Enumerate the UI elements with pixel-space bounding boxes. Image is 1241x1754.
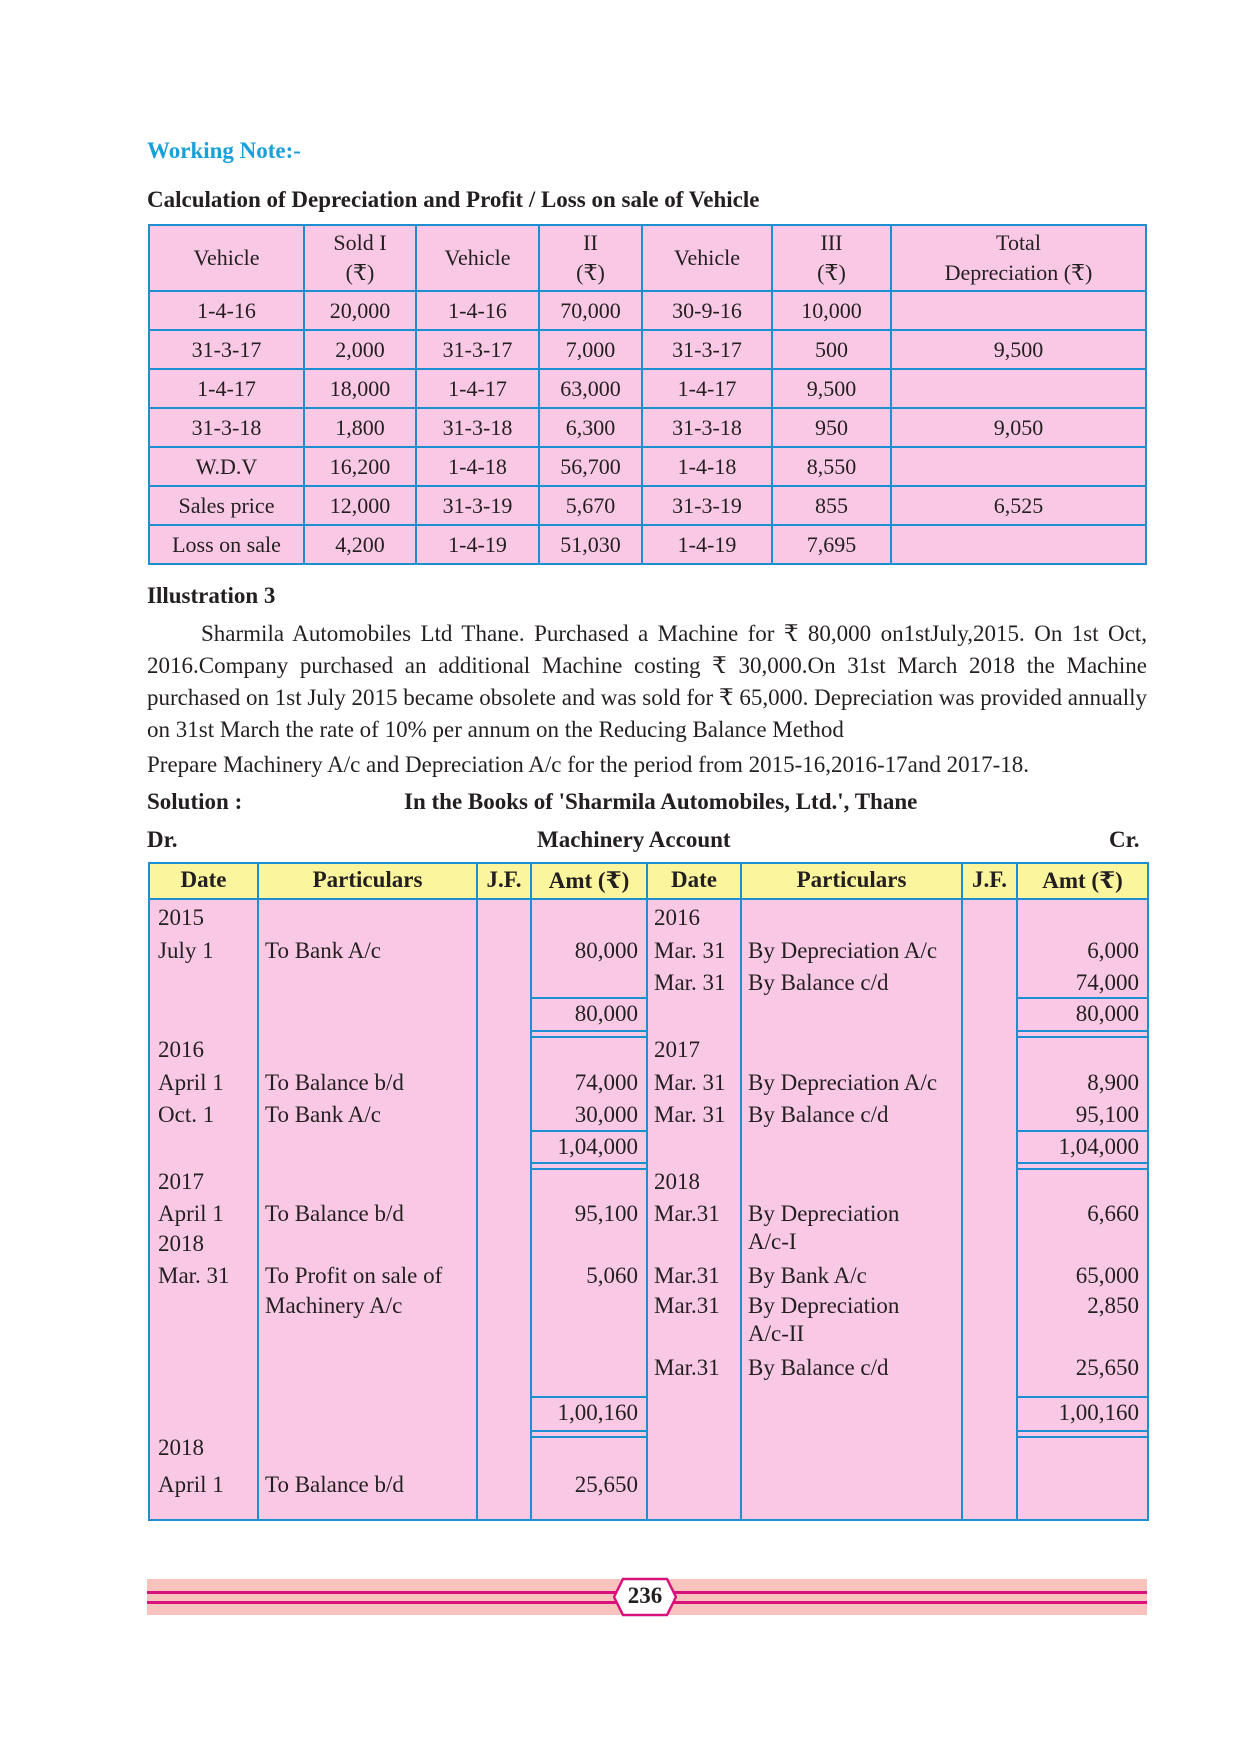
- working-note-heading: Working Note:-: [147, 138, 301, 163]
- entry-particulars: By Balance c/d: [748, 1102, 889, 1127]
- table-cell: 9,050: [891, 408, 1146, 447]
- entry-amount: 80,000: [574, 938, 638, 963]
- column-divider: [961, 864, 963, 1519]
- table-cell: 56,700: [539, 447, 642, 486]
- table-cell: 1-4-18: [642, 447, 772, 486]
- table-cell: 10,000: [772, 291, 891, 330]
- header-jf: J.F.: [972, 867, 1007, 892]
- table-header-row: [149, 225, 1146, 291]
- entry-amount: 30,000: [574, 1102, 638, 1127]
- entry-amount: 25,650: [1075, 1355, 1139, 1380]
- entry-particulars: Machinery A/c: [265, 1293, 403, 1318]
- table-cell: 31-3-17: [416, 330, 539, 369]
- entry-amount: 65,000: [1075, 1263, 1139, 1288]
- double-rule: [532, 1030, 646, 1038]
- table-cell: 950: [772, 408, 891, 447]
- table-row: [149, 408, 1146, 447]
- depreciation-table: [148, 224, 1147, 565]
- entry-particulars: By Balance c/d: [748, 970, 889, 995]
- table-row: [149, 369, 1146, 408]
- entry-year: 2017: [158, 1169, 204, 1194]
- account-title: Machinery Account: [537, 827, 731, 852]
- table-cell: 9,500: [891, 330, 1146, 369]
- table-cell: 1-4-16: [149, 291, 304, 330]
- entry-date: Mar. 31: [654, 1070, 726, 1095]
- header-cell: Vehicle: [416, 225, 539, 291]
- table-cell: 31-3-18: [149, 408, 304, 447]
- double-rule: [1018, 1162, 1147, 1170]
- entry-date: April 1: [158, 1201, 224, 1226]
- header-amount: Amt (₹): [548, 868, 630, 893]
- table-row: [149, 525, 1146, 564]
- header-particulars: Particulars: [312, 867, 423, 892]
- table-cell: 5,670: [539, 486, 642, 525]
- entry-date: July 1: [158, 938, 214, 963]
- entry-particulars: A/c-I: [748, 1229, 797, 1254]
- debit-label: Dr.: [147, 827, 178, 852]
- problem-statement: Sharmila Automobiles Ltd Thane. Purchased a Machine for ₹ 80,000 on1stJuly,2015. On 1st Oct, 2016.Company purchased an additional Machine costing ₹ 30,000.On 31st March 2018 the Machine purchased on 1st July 2015 became obsolete and was sold for ₹ 65,000. Depreciation was provided annually on 31st March the rate of 10% per annum on the Reducing Balance Method: [147, 621, 1147, 742]
- entry-particulars: To Bank A/c: [265, 938, 381, 963]
- page-number: 236: [627, 1583, 663, 1608]
- entry-year: 2016: [158, 1037, 204, 1062]
- total-amount: 1,00,160: [557, 1400, 638, 1425]
- table-cell: [891, 447, 1146, 486]
- column-divider: [257, 864, 259, 1519]
- entry-date: Mar.31: [654, 1355, 720, 1380]
- header-cell: II (₹): [539, 225, 642, 291]
- table-row: [149, 447, 1146, 486]
- total-rule: [1018, 1396, 1147, 1398]
- entry-particulars: By Depreciation: [748, 1293, 900, 1318]
- books-title: In the Books of 'Sharmila Automobiles, Ltd.', Thane: [404, 789, 918, 814]
- table-cell: Loss on sale: [149, 525, 304, 564]
- entry-amount: 8,900: [1087, 1070, 1139, 1095]
- table-cell: 1-4-19: [416, 525, 539, 564]
- header-cell: III (₹): [772, 225, 891, 291]
- entry-amount: 6,660: [1087, 1201, 1139, 1226]
- total-rule: [532, 997, 646, 999]
- entry-amount: 6,000: [1087, 938, 1139, 963]
- entry-year: 2017: [654, 1037, 700, 1062]
- entry-year: 2018: [654, 1169, 700, 1194]
- table-cell: 1,800: [304, 408, 416, 447]
- table-cell: 6,525: [891, 486, 1146, 525]
- table-cell: [891, 291, 1146, 330]
- entry-particulars: To Balance b/d: [265, 1201, 404, 1226]
- entry-date: Mar. 31: [654, 1102, 726, 1127]
- entry-particulars: By Depreciation: [748, 1201, 900, 1226]
- table-cell: 63,000: [539, 369, 642, 408]
- table-cell: Sales price: [149, 486, 304, 525]
- header-amount: Amt (₹): [1042, 868, 1123, 893]
- entry-particulars: To Bank A/c: [265, 1102, 381, 1127]
- table-cell: 7,695: [772, 525, 891, 564]
- table-cell: 31-3-17: [642, 330, 772, 369]
- total-amount: 80,000: [574, 1001, 638, 1026]
- table-cell: 1-4-16: [416, 291, 539, 330]
- total-amount: 1,04,000: [557, 1134, 638, 1159]
- table-cell: 1-4-17: [149, 369, 304, 408]
- illustration-heading: Illustration 3: [147, 583, 276, 608]
- table-cell: 6,300: [539, 408, 642, 447]
- total-amount: 1,04,000: [1058, 1134, 1139, 1159]
- table-cell: 7,000: [539, 330, 642, 369]
- total-rule: [1018, 1130, 1147, 1132]
- entry-amount: 95,100: [1075, 1102, 1139, 1127]
- double-rule: [532, 1430, 646, 1438]
- instruction-text: Prepare Machinery A/c and Depreciation A/c for the period from 2015-16,2016-17and 2017-18.: [147, 752, 1030, 777]
- column-divider: [740, 864, 742, 1519]
- entry-particulars: By Depreciation A/c: [748, 938, 938, 963]
- table-cell: 31-3-19: [642, 486, 772, 525]
- table-cell: 1-4-17: [642, 369, 772, 408]
- total-amount: 1,00,160: [1058, 1400, 1139, 1425]
- header-jf: J.F.: [486, 867, 522, 892]
- header-cell: Vehicle: [642, 225, 772, 291]
- table-cell: 12,000: [304, 486, 416, 525]
- double-rule: [1018, 1030, 1147, 1038]
- entry-amount: 2,850: [1087, 1293, 1139, 1318]
- entry-particulars: To Balance b/d: [265, 1472, 404, 1497]
- header-cell: Sold I (₹): [304, 225, 416, 291]
- table-cell: 51,030: [539, 525, 642, 564]
- entry-date: Mar.31: [654, 1201, 720, 1226]
- double-rule: [1018, 1430, 1147, 1438]
- calculation-title: Calculation of Depreciation and Profit / Loss on sale of Vehicle: [147, 187, 760, 212]
- table-cell: 500: [772, 330, 891, 369]
- entry-amount: 95,100: [574, 1201, 638, 1226]
- entry-amount: 5,060: [586, 1263, 638, 1288]
- table-cell: 855: [772, 486, 891, 525]
- table-cell: [891, 369, 1146, 408]
- entry-date: Mar. 31: [158, 1263, 230, 1288]
- total-rule: [532, 1130, 646, 1132]
- table-cell: 1-4-19: [642, 525, 772, 564]
- entry-date: Mar. 31: [654, 938, 726, 963]
- total-rule: [532, 1396, 646, 1398]
- entry-particulars: A/c-II: [748, 1321, 805, 1346]
- table-cell: 8,550: [772, 447, 891, 486]
- header-date: Date: [180, 867, 227, 892]
- table-cell: 2,000: [304, 330, 416, 369]
- table-cell: [891, 525, 1146, 564]
- table-cell: 1-4-17: [416, 369, 539, 408]
- table-cell: 9,500: [772, 369, 891, 408]
- table-cell: W.D.V: [149, 447, 304, 486]
- table-cell: 1-4-18: [416, 447, 539, 486]
- entry-particulars: By Depreciation A/c: [748, 1070, 938, 1095]
- table-cell: 4,200: [304, 525, 416, 564]
- table-cell: 30-9-16: [642, 291, 772, 330]
- entry-year: 2015: [158, 905, 204, 930]
- entry-amount: 74,000: [574, 1070, 638, 1095]
- entry-particulars: By Bank A/c: [748, 1263, 867, 1288]
- entry-date: April 1: [158, 1070, 224, 1095]
- solution-label: Solution :: [147, 789, 243, 814]
- entry-particulars: To Profit on sale of: [265, 1263, 443, 1288]
- column-divider: [476, 864, 478, 1519]
- entry-amount: 25,650: [574, 1472, 638, 1497]
- entry-year: 2018: [158, 1231, 204, 1256]
- header-particulars: Particulars: [796, 867, 907, 892]
- entry-date: Mar.31: [654, 1293, 720, 1318]
- table-row: [149, 486, 1146, 525]
- table-cell: 20,000: [304, 291, 416, 330]
- entry-date: April 1: [158, 1472, 224, 1497]
- table-cell: 31-3-19: [416, 486, 539, 525]
- total-amount: 80,000: [1075, 1001, 1139, 1026]
- entry-date: Mar.31: [654, 1263, 720, 1288]
- table-cell: 16,200: [304, 447, 416, 486]
- entry-year: 2016: [654, 905, 700, 930]
- table-row: [149, 291, 1146, 330]
- entry-particulars: To Balance b/d: [265, 1070, 404, 1095]
- column-divider: [646, 864, 648, 1519]
- header-cell: Vehicle: [149, 225, 304, 291]
- entry-year: 2018: [158, 1435, 204, 1460]
- header-cell: Total Depreciation (₹): [891, 225, 1146, 291]
- entry-amount: 74,000: [1075, 970, 1139, 995]
- total-rule: [1018, 997, 1147, 999]
- table-cell: 31-3-17: [149, 330, 304, 369]
- table-row: [149, 330, 1146, 369]
- table-cell: 18,000: [304, 369, 416, 408]
- entry-particulars: By Balance c/d: [748, 1355, 889, 1380]
- double-rule: [532, 1162, 646, 1170]
- entry-date: Oct. 1: [158, 1102, 215, 1127]
- entry-date: Mar. 31: [654, 970, 726, 995]
- machinery-ledger: [148, 862, 1149, 1521]
- header-date: Date: [671, 867, 717, 892]
- table-cell: 31-3-18: [416, 408, 539, 447]
- table-cell: 70,000: [539, 291, 642, 330]
- credit-label: Cr.: [1109, 827, 1140, 852]
- table-cell: 31-3-18: [642, 408, 772, 447]
